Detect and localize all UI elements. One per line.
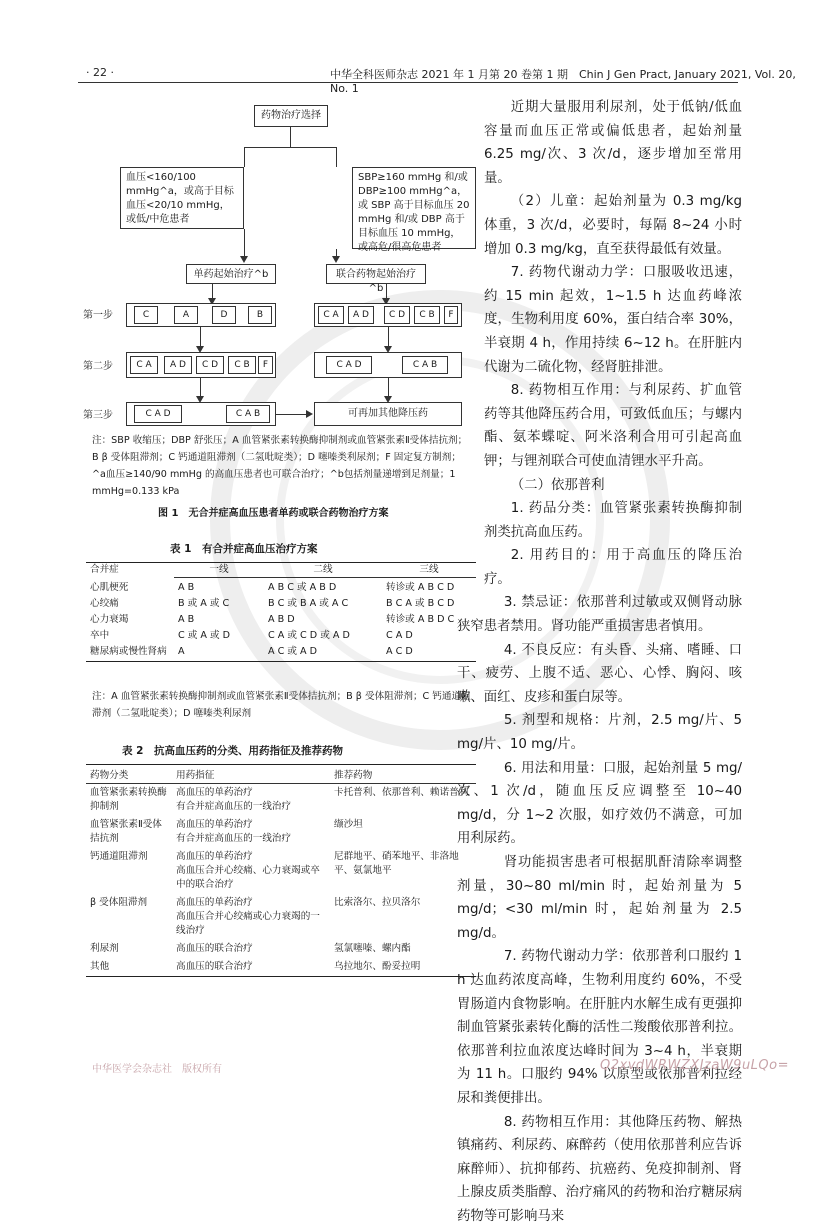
table-cell: 缬沙坦: [334, 819, 363, 830]
table-cell: 心绞痛: [90, 598, 119, 609]
drug-cell: C B: [414, 306, 440, 324]
table-cell: 高血压的单药治疗 有合并症高血压的一线治疗: [176, 819, 292, 844]
table-row: [86, 629, 476, 645]
drug-cell: D: [212, 306, 236, 324]
flow-top-box: 药物治疗选择: [254, 105, 328, 127]
flow-line: [200, 378, 201, 398]
header-rule: [78, 82, 738, 83]
flow-right-branch: 联合药物起始治疗^b: [326, 264, 426, 284]
table-row: [86, 816, 476, 848]
paragraph: 1. 药品分类：血管紧张素转换酶抑制剂类抗高血压药。: [484, 501, 742, 540]
flow-left-branch: 单药起始治疗^b: [186, 264, 276, 284]
table-header: 二线: [264, 563, 382, 578]
table-cell: 高血压的联合治疗: [176, 961, 253, 972]
table-cell: A C D: [386, 646, 413, 657]
table-cell: 转诊或 A B D C: [386, 614, 455, 625]
arrow-down-icon: [332, 256, 340, 263]
table-cell: 高血压的单药治疗 高血压合并心绞痛或心力衰竭的一线治疗: [176, 897, 320, 936]
drug-cell: C A: [318, 306, 344, 324]
table-cell: 心力衰竭: [90, 614, 129, 625]
table-cell: 血管紧张素转换酶抑制剂: [90, 787, 167, 812]
table-row: [86, 578, 476, 598]
table-cell: A B: [178, 614, 195, 625]
table-cell: C A 或 C D 或 A D: [268, 630, 350, 641]
drug-cell: F: [444, 306, 458, 324]
drug-cell: C A D: [134, 405, 182, 423]
drug-cell: C B: [228, 356, 256, 374]
table-cell: 尼群地平、硝苯地平、非洛地平、氨氯地平: [334, 851, 459, 876]
table-cell: 转诊或 A B C D: [386, 582, 455, 593]
paragraph: 8. 药物相互作用：与利尿药、扩血管药等其他降压药合用，可致低血压；与螺内酯、氨苯蝶啶、阿米洛利合用可引起高血钾；与锂剂联合可使血清锂水平升高。: [484, 383, 742, 469]
table-cell: 心肌梗死: [90, 581, 129, 593]
table-row: [86, 958, 476, 977]
drug-cell: A: [174, 306, 198, 324]
flow-line: [290, 127, 291, 147]
table-cell: B C 或 B A 或 A C: [268, 598, 349, 609]
paragraph: 2. 用药目的：用于高血压的降压治疗。: [484, 548, 742, 587]
flow-line: [276, 414, 306, 415]
flow-line: [200, 327, 201, 348]
drug-cell: B: [248, 306, 272, 324]
table-cell: 钙通道阻滞剂: [90, 851, 148, 862]
table-cell: A C 或 A D: [268, 646, 318, 657]
table-row: [86, 784, 476, 817]
table1-caption: 表 1 有合并症高血压治疗方案: [170, 543, 318, 555]
flow-line: [336, 147, 337, 167]
table-cell: 卒中: [90, 630, 110, 641]
table-cell: C A D: [386, 630, 413, 641]
table-cell: 糖尿病或慢性肾病: [90, 646, 167, 657]
table-cell: 卡托普利、依那普利、赖诺普利: [334, 787, 469, 798]
table-cell: 比索洛尔、拉贝洛尔: [334, 897, 421, 908]
page-number: · 22 ·: [86, 66, 114, 79]
step-label: 第三步: [83, 410, 113, 421]
drug-cell: C D: [196, 356, 224, 374]
table2-caption: 表 2 抗高血压药的分类、用药指征及推荐药物: [122, 745, 343, 757]
table-cell: 氢氯噻嗪、螺内酯: [334, 943, 411, 954]
drug-cell: C A D: [326, 356, 372, 374]
paragraph: 4. 不良反应：有头昏、头痛、嗜睡、口干、疲劳、上腹不适、恶心、心悸、胸闷、咳嗽、面红、皮疹和蛋白尿等。: [457, 642, 742, 705]
table-row: [86, 645, 476, 662]
table-header: 用药指征: [172, 765, 330, 784]
table-cell: B C A 或 B C D: [386, 598, 455, 609]
drug-cell: F: [258, 356, 273, 374]
footer-code: Q2xvdWRWZXJzaW9uLQo=: [600, 1058, 790, 1073]
paragraph: 7. 药物代谢动力学：依那普利口服约 1 h 达血药浓度高峰，生物利用度约 60%，不受胃肠道内食物影响。在肝脏内水解生成有更强抑制血管紧张素转化酶的活性二羧酸依那普利拉。依那普利拉血浓度达峰时间为 3~4 h，半衰期为 11 h。口服约 94% 以原型或依那普利拉经尿和粪便排出。: [457, 949, 742, 1106]
arrow-down-icon: [240, 256, 248, 263]
drug-cell: A D: [164, 356, 192, 374]
table-row: [86, 894, 476, 940]
drug-cell: C A B: [226, 405, 270, 423]
flow-line: [388, 378, 389, 398]
table-cell: 高血压的单药治疗 有合并症高血压的一线治疗: [176, 787, 292, 812]
paragraph: 近期大量服用利尿剂，处于低钠/低血容量而血压正常或偏低患者，起始剂量 6.25 mg/次、3 次/d，逐步增加至常用量。: [484, 100, 742, 186]
paragraph: 7. 药物代谢动力学：口服吸收迅速，约 15 min 起效，1~1.5 h 达血药峰浓度，生物利用度 60%，蛋白结合率 30%，半衰期 4 h，作用持续 6~12 h。在肝脏内代谢为二硫化物，经肾脏排泄。: [484, 265, 742, 375]
table1-note: 注：A 血管紧张素转换酶抑制剂或血管紧张素Ⅱ受体拮抗剂；B β 受体阻滞剂；C 钙通道阻滞剂（二氢吡啶类）；D 噻嗪类利尿剂: [92, 691, 471, 719]
publisher-logo: 中华医学会杂志社 版权所有: [92, 1064, 222, 1075]
drug-cell: C A B: [402, 356, 448, 374]
table-header: 推荐药物: [330, 765, 476, 784]
table-cell: A B: [178, 582, 195, 593]
drug-cell: C: [134, 306, 158, 324]
table-row: [86, 613, 476, 629]
table-row: [86, 597, 476, 613]
table1: [86, 562, 476, 662]
paragraph: （2）儿童：起始剂量为 0.3 mg/kg 体重，3 次/d，必要时，每隔 8~24 小时增加 0.3 mg/kg，直至获得最低有效量。: [484, 194, 742, 257]
paragraph: 肾功能损害患者可根据肌酐清除率调整剂量，30~80 ml/min 时，起始剂量为 5 mg/d；<30 ml/min 时，起始剂量为 2.5 mg/d。: [457, 855, 742, 941]
section-heading: （二）依那普利: [510, 477, 605, 493]
paragraph: 8. 药物相互作用：其他降压药物、解热镇痛药、利尿药、麻醉药（使用依那普利应告诉麻醉师）、抗抑郁药、抗癌药、免疫抑制剂、肾上腺皮质类脂醇、治疗痛风的药物和治疗糖尿病药物等可影响马来: [457, 1114, 742, 1224]
flow-line: [244, 147, 336, 148]
table-cell: 高血压的联合治疗: [176, 943, 253, 954]
table-header: 合并症: [90, 564, 119, 575]
flow-left-condition: 血压<160/100 mmHg^a，或高于目标血压<20/10 mmHg，或低/中危患者: [120, 167, 244, 229]
table-cell: 血管紧张素Ⅱ受体拮抗剂: [90, 819, 162, 844]
drug-cell: C D: [384, 306, 410, 324]
table-row: [86, 848, 476, 894]
step-label: 第二步: [83, 361, 113, 372]
journal-header: 中华全科医师杂志 2021 年 1 月第 20 卷第 1 期 Chin J Gen Pract, January 2021, Vol. 20, No. 1: [330, 68, 796, 95]
figure-note: 注：SBP 收缩压；DBP 舒张压；A 血管紧张素转换酶抑制剂或血管紧张素Ⅱ受体拮抗剂；B β 受体阻滞剂；C 钙通道阻滞剂（二氢吡啶类）；D 噻嗪类利尿剂；F 固定复方制剂；^a血压≥140/90 mmHg 的高血压患者也可联合治疗；^b包括剂量递增到足剂量；1 mmHg=0.133 kPa: [92, 435, 468, 497]
table-row: [86, 940, 476, 958]
table-cell: A: [178, 646, 185, 657]
table-cell: 乌拉地尔、酚妥拉明: [334, 961, 421, 972]
paragraph: 6. 用法和用量：口服，起始剂量 5 mg/次、1 次/d，随血压反应调整至 10~40 mg/d，分 1~2 次服，如疗效仍不满意，可加用利尿药。: [457, 760, 742, 847]
table-cell: β 受体阻滞剂: [90, 897, 148, 908]
figure-caption: 图 1 无合并症高血压患者单药或联合药物治疗方案: [158, 508, 389, 519]
table2: [86, 764, 476, 977]
table-cell: C 或 A 或 D: [178, 630, 231, 641]
paragraph: 5. 剂型和规格：片剂，2.5 mg/片、5 mg/片、10 mg/片。: [457, 713, 742, 753]
flow-line: [244, 229, 245, 259]
table-header: 三线: [382, 563, 476, 578]
right-step3-box: 可再加其他降压药: [314, 402, 462, 426]
drug-cell: A D: [348, 306, 374, 324]
drug-cell: C A: [130, 356, 158, 374]
table-cell: 利尿剂: [90, 943, 119, 954]
table-header: 一线: [174, 563, 264, 578]
arrow-right-icon: [306, 410, 313, 418]
table-cell: 其他: [90, 961, 110, 972]
step-label: 第一步: [83, 310, 113, 321]
table-cell: A B C 或 A B D: [268, 582, 337, 593]
flow-line: [244, 147, 245, 167]
table-cell: B 或 A 或 C: [178, 598, 230, 609]
table-header: 药物分类: [86, 765, 172, 784]
flow-line: [388, 327, 389, 348]
paragraph: 3. 禁忌证：依那普利过敏或双侧肾动脉狭窄患者禁用。肾功能严重损害患者慎用。: [457, 595, 742, 635]
flow-right-condition: SBP≥160 mmHg 和/或 DBP≥100 mmHg^a，或 SBP 高于目标血压 20 mmHg 和/或 DBP 高于目标血压 10 mmHg，或高危/很高危患者: [352, 167, 476, 249]
table-cell: A B D: [268, 614, 295, 625]
table-cell: 高血压的单药治疗 高血压合并心绞痛、心力衰竭或卒中的联合治疗: [176, 851, 320, 890]
